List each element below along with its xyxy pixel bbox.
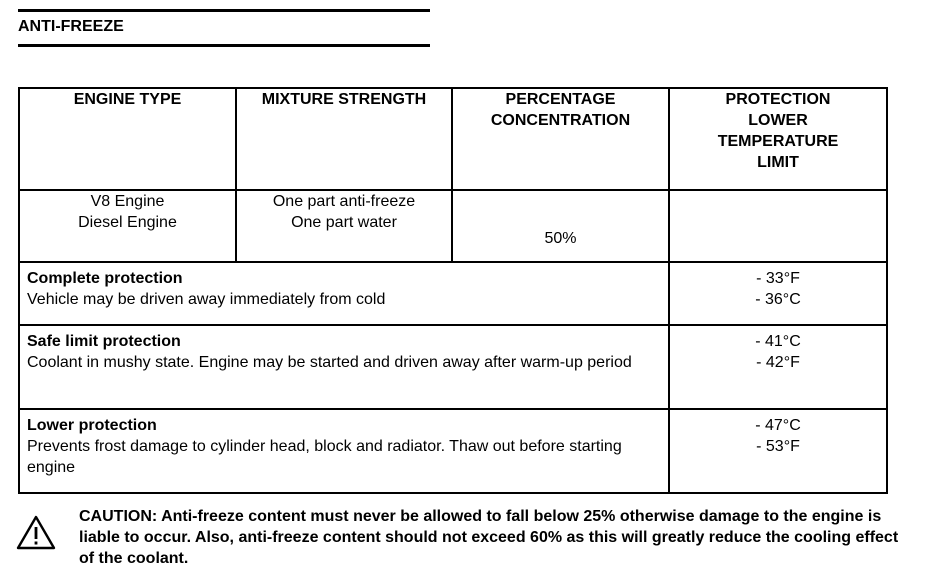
temperature-value: - 47°C: [755, 417, 801, 434]
protection-title: Lower protection: [27, 417, 157, 434]
table-row: [19, 409, 887, 493]
temperature-value: - 36°C: [755, 291, 801, 308]
engine-type-diesel: Diesel Engine: [78, 214, 177, 231]
complete-protection-cell: [19, 262, 669, 325]
safe-limit-protection-cell: [19, 325, 669, 409]
temperature-value: - 41°C: [755, 333, 801, 350]
percentage-cell: 50%: [452, 190, 669, 262]
title-rule-top: [18, 9, 430, 12]
header-mixture-strength: MIXTURE STRENGTH: [236, 88, 452, 190]
header-protection-limit: PROTECTION LOWER TEMPERATURE LIMIT: [669, 88, 887, 190]
title-rule-bottom: [18, 44, 430, 47]
table-header-row: [19, 88, 887, 190]
section-title: ANTI-FREEZE: [18, 18, 124, 35]
engine-type-v8: V8 Engine: [90, 193, 165, 210]
temperature-value: - 53°F: [756, 438, 800, 455]
lower-protection-cell: [19, 409, 669, 493]
lower-protection-temps: [669, 409, 887, 493]
mixture-antifreeze: One part anti-freeze: [272, 193, 416, 210]
empty-limit-cell: [669, 190, 887, 262]
protection-title: Complete protection: [27, 270, 183, 287]
table-row: [19, 325, 887, 409]
header-engine-type: ENGINE TYPE: [19, 88, 236, 190]
table-row: [19, 262, 887, 325]
complete-protection-temps: [669, 262, 887, 325]
mixture-cell: [236, 190, 452, 262]
engine-type-cell: [19, 190, 236, 262]
table-row: [19, 190, 887, 262]
caution-text: CAUTION: Anti-freeze content must never be allowed to fall below 25% otherwise damage to the engine is liable to occur. Also, anti-freeze content should not exceed 60% as this will greatly reduce the cooling effect of the coolant.: [79, 508, 899, 567]
mixture-water: One part water: [291, 214, 397, 231]
protection-description: Prevents frost damage to cylinder head, block and radiator. Thaw out before starting engine: [27, 438, 622, 476]
anti-freeze-table: [18, 87, 888, 494]
header-percentage-concentration: PERCENTAGE CONCENTRATION: [452, 88, 669, 190]
temperature-value: - 33°F: [756, 270, 800, 287]
protection-title: Safe limit protection: [27, 333, 181, 350]
temperature-value: - 42°F: [756, 354, 800, 371]
safe-limit-protection-temps: [669, 325, 887, 409]
warning-triangle-icon: [16, 515, 56, 551]
protection-description: Vehicle may be driven away immediately from cold: [27, 291, 386, 308]
protection-description: Coolant in mushy state. Engine may be started and driven away after warm-up period: [27, 354, 632, 371]
